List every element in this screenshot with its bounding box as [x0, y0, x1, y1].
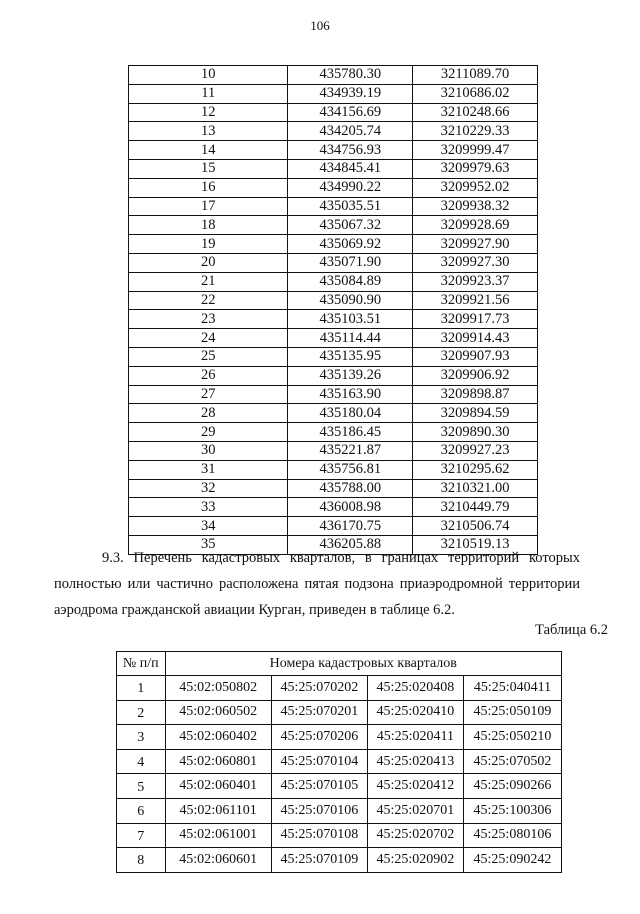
cadastral-quarter-cell: 45:25:070201: [271, 700, 367, 725]
table-row: [129, 423, 538, 442]
table-row: [129, 216, 538, 235]
cadastral-quarter-cell: 45:25:020902: [367, 848, 463, 873]
point-number-cell: 28: [129, 404, 288, 423]
table-header-row: [117, 652, 562, 676]
table-row: [129, 103, 538, 122]
y-coordinate-cell: 3209927.30: [413, 253, 538, 272]
y-coordinate-cell: 3209914.43: [413, 329, 538, 348]
cadastral-quarter-cell: 45:25:020702: [367, 823, 463, 848]
cadastral-quarter-cell: 45:02:060801: [165, 749, 271, 774]
y-coordinate-cell: 3210519.13: [413, 535, 538, 554]
y-coordinate-cell: 3209999.47: [413, 141, 538, 160]
cadastral-quarter-cell: 45:02:061101: [165, 798, 271, 823]
table-row: [129, 159, 538, 178]
point-number-cell: 12: [129, 103, 288, 122]
x-coordinate-cell: 436170.75: [288, 517, 413, 536]
x-coordinate-cell: 434939.19: [288, 84, 413, 103]
body-paragraph: [54, 545, 580, 623]
cadastral-quarters-table: [116, 651, 562, 873]
point-number-cell: 29: [129, 423, 288, 442]
table-row: [117, 774, 562, 799]
table-caption: Таблица 6.2: [535, 622, 608, 638]
y-coordinate-cell: 3209917.73: [413, 310, 538, 329]
table-row: [129, 517, 538, 536]
cadastral-quarter-cell: 45:25:020412: [367, 774, 463, 799]
header-number: № п/п: [117, 652, 166, 676]
row-number-cell: 7: [117, 823, 166, 848]
table-row: [129, 272, 538, 291]
paragraph-text: 9.3. Перечень кадастровых кварталов, в границах территорий которых полностью или частично расположена пятая подзона приаэродромной территории аэродрома гражданской авиации Курган, приведен в таблице 6.2.: [54, 550, 580, 618]
x-coordinate-cell: 435788.00: [288, 479, 413, 498]
coordinates-table: [128, 65, 538, 555]
x-coordinate-cell: 434845.41: [288, 159, 413, 178]
table-row: [129, 385, 538, 404]
point-number-cell: 31: [129, 460, 288, 479]
x-coordinate-cell: 435139.26: [288, 366, 413, 385]
row-number-cell: 3: [117, 725, 166, 750]
y-coordinate-cell: 3209928.69: [413, 216, 538, 235]
row-number-cell: 1: [117, 676, 166, 701]
y-coordinate-cell: 3209938.32: [413, 197, 538, 216]
y-coordinate-cell: 3209952.02: [413, 178, 538, 197]
point-number-cell: 27: [129, 385, 288, 404]
x-coordinate-cell: 434205.74: [288, 122, 413, 141]
cadastral-quarter-cell: 45:02:050802: [165, 676, 271, 701]
row-number-cell: 8: [117, 848, 166, 873]
y-coordinate-cell: 3210295.62: [413, 460, 538, 479]
cadastral-quarter-cell: 45:25:050210: [463, 725, 561, 750]
point-number-cell: 26: [129, 366, 288, 385]
table-row: [117, 676, 562, 701]
y-coordinate-cell: 3210506.74: [413, 517, 538, 536]
header-quarters: Номера кадастровых кварталов: [165, 652, 561, 676]
x-coordinate-cell: 435067.32: [288, 216, 413, 235]
y-coordinate-cell: 3209907.93: [413, 347, 538, 366]
point-number-cell: 35: [129, 535, 288, 554]
table-row: [129, 310, 538, 329]
row-number-cell: 2: [117, 700, 166, 725]
point-number-cell: 22: [129, 291, 288, 310]
table-row: [129, 498, 538, 517]
table-row: [129, 253, 538, 272]
cadastral-quarter-cell: 45:25:070202: [271, 676, 367, 701]
x-coordinate-cell: 435071.90: [288, 253, 413, 272]
cadastral-quarter-cell: 45:25:090266: [463, 774, 561, 799]
y-coordinate-cell: 3209890.30: [413, 423, 538, 442]
x-coordinate-cell: 436205.88: [288, 535, 413, 554]
cadastral-quarter-cell: 45:25:070106: [271, 798, 367, 823]
x-coordinate-cell: 435084.89: [288, 272, 413, 291]
cadastral-quarter-cell: 45:25:070104: [271, 749, 367, 774]
point-number-cell: 16: [129, 178, 288, 197]
table-row: [129, 122, 538, 141]
table-row: [129, 141, 538, 160]
x-coordinate-cell: 435090.90: [288, 291, 413, 310]
x-coordinate-cell: 435186.45: [288, 423, 413, 442]
x-coordinate-cell: 435103.51: [288, 310, 413, 329]
point-number-cell: 32: [129, 479, 288, 498]
y-coordinate-cell: 3209898.87: [413, 385, 538, 404]
point-number-cell: 10: [129, 66, 288, 85]
cadastral-quarter-cell: 45:02:060401: [165, 774, 271, 799]
table-row: [129, 197, 538, 216]
y-coordinate-cell: 3211089.70: [413, 66, 538, 85]
coordinates-table-body: [129, 66, 538, 555]
cadastral-quarter-cell: 45:25:070109: [271, 848, 367, 873]
x-coordinate-cell: 434756.93: [288, 141, 413, 160]
point-number-cell: 20: [129, 253, 288, 272]
y-coordinate-cell: 3209894.59: [413, 404, 538, 423]
table-row: [129, 291, 538, 310]
y-coordinate-cell: 3209927.90: [413, 235, 538, 254]
table-row: [129, 366, 538, 385]
cadastral-quarter-cell: 45:25:020411: [367, 725, 463, 750]
y-coordinate-cell: 3210321.00: [413, 479, 538, 498]
point-number-cell: 19: [129, 235, 288, 254]
cadastral-quarter-cell: 45:25:050109: [463, 700, 561, 725]
y-coordinate-cell: 3209927.23: [413, 441, 538, 460]
y-coordinate-cell: 3209923.37: [413, 272, 538, 291]
cadastral-quarter-cell: 45:25:020408: [367, 676, 463, 701]
point-number-cell: 13: [129, 122, 288, 141]
cadastral-table-body: [117, 676, 562, 873]
point-number-cell: 24: [129, 329, 288, 348]
cadastral-quarter-cell: 45:25:100306: [463, 798, 561, 823]
table-row: [129, 84, 538, 103]
cadastral-quarter-cell: 45:25:090242: [463, 848, 561, 873]
cadastral-quarter-cell: 45:25:070105: [271, 774, 367, 799]
x-coordinate-cell: 435180.04: [288, 404, 413, 423]
point-number-cell: 23: [129, 310, 288, 329]
table-row: [117, 823, 562, 848]
table-row: [129, 404, 538, 423]
cadastral-quarter-cell: 45:02:061001: [165, 823, 271, 848]
x-coordinate-cell: 435163.90: [288, 385, 413, 404]
y-coordinate-cell: 3209921.56: [413, 291, 538, 310]
point-number-cell: 14: [129, 141, 288, 160]
cadastral-quarter-cell: 45:25:020410: [367, 700, 463, 725]
x-coordinate-cell: 435780.30: [288, 66, 413, 85]
table-row: [129, 178, 538, 197]
cadastral-quarter-cell: 45:02:060502: [165, 700, 271, 725]
table-row: [129, 460, 538, 479]
cadastral-quarter-cell: 45:25:080106: [463, 823, 561, 848]
point-number-cell: 15: [129, 159, 288, 178]
point-number-cell: 33: [129, 498, 288, 517]
table-row: [117, 848, 562, 873]
table-row: [129, 347, 538, 366]
x-coordinate-cell: 435035.51: [288, 197, 413, 216]
row-number-cell: 5: [117, 774, 166, 799]
row-number-cell: 4: [117, 749, 166, 774]
x-coordinate-cell: 434156.69: [288, 103, 413, 122]
x-coordinate-cell: 435114.44: [288, 329, 413, 348]
y-coordinate-cell: 3210686.02: [413, 84, 538, 103]
point-number-cell: 30: [129, 441, 288, 460]
cadastral-quarter-cell: 45:25:070502: [463, 749, 561, 774]
point-number-cell: 21: [129, 272, 288, 291]
y-coordinate-cell: 3210229.33: [413, 122, 538, 141]
table-row: [129, 479, 538, 498]
x-coordinate-cell: 434990.22: [288, 178, 413, 197]
cadastral-quarter-cell: 45:25:070206: [271, 725, 367, 750]
cadastral-quarter-cell: 45:02:060601: [165, 848, 271, 873]
page-number: 106: [310, 18, 330, 33]
table-row: [129, 235, 538, 254]
point-number-cell: 18: [129, 216, 288, 235]
cadastral-quarter-cell: 45:02:060402: [165, 725, 271, 750]
y-coordinate-cell: 3210248.66: [413, 103, 538, 122]
table-row: [129, 441, 538, 460]
cadastral-quarter-cell: 45:25:040411: [463, 676, 561, 701]
point-number-cell: 17: [129, 197, 288, 216]
table-row: [117, 725, 562, 750]
y-coordinate-cell: 3210449.79: [413, 498, 538, 517]
y-coordinate-cell: 3209979.63: [413, 159, 538, 178]
x-coordinate-cell: 436008.98: [288, 498, 413, 517]
y-coordinate-cell: 3209906.92: [413, 366, 538, 385]
x-coordinate-cell: 435756.81: [288, 460, 413, 479]
table-row: [117, 700, 562, 725]
table-row: [117, 798, 562, 823]
table-row: [129, 329, 538, 348]
x-coordinate-cell: 435221.87: [288, 441, 413, 460]
cadastral-quarter-cell: 45:25:070108: [271, 823, 367, 848]
x-coordinate-cell: 435069.92: [288, 235, 413, 254]
point-number-cell: 25: [129, 347, 288, 366]
x-coordinate-cell: 435135.95: [288, 347, 413, 366]
table-row: [129, 66, 538, 85]
point-number-cell: 11: [129, 84, 288, 103]
point-number-cell: 34: [129, 517, 288, 536]
row-number-cell: 6: [117, 798, 166, 823]
cadastral-quarter-cell: 45:25:020413: [367, 749, 463, 774]
cadastral-quarter-cell: 45:25:020701: [367, 798, 463, 823]
table-row: [117, 749, 562, 774]
